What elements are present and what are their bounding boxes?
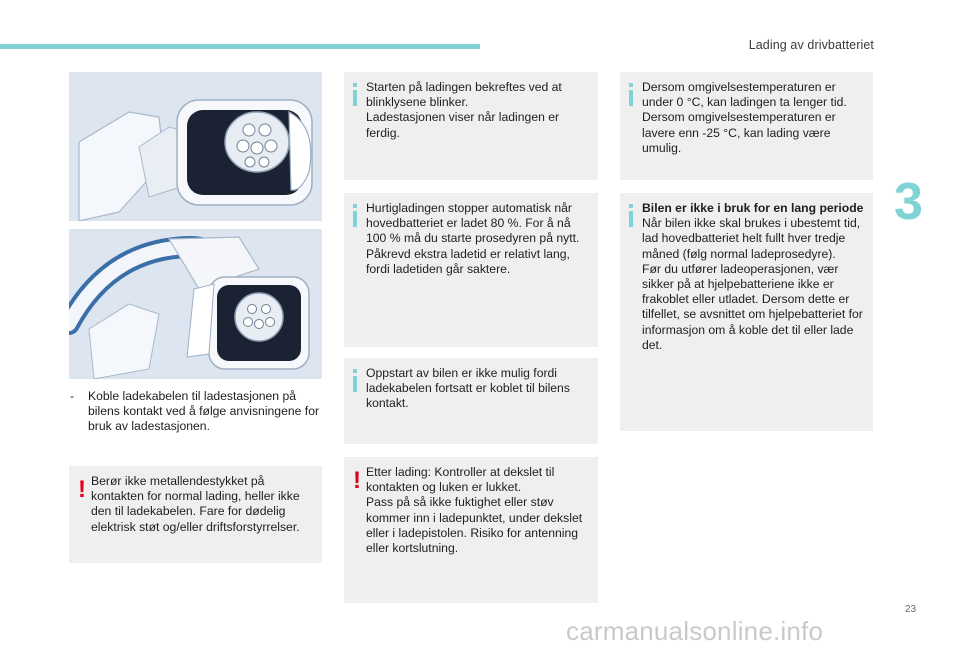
metal-contact-warning-box [69, 466, 322, 563]
header-accent-bar [0, 44, 480, 49]
after-charge-warning-box [344, 457, 598, 603]
charging-cable-connected-drawing [69, 229, 322, 379]
warning-icon: ! [353, 467, 361, 494]
charging-cable-connected-illustration [69, 229, 322, 379]
long-storage-title: Bilen er ikke i bruk for en lang periode [642, 201, 864, 215]
section-title: Lading av drivbatteriet [748, 38, 874, 52]
temperature-text-2: Dersom omgivelsestemperaturen er lavere enn -25 °C, kan lading være umulig. [642, 110, 836, 155]
chapter-number: 3 [894, 173, 923, 231]
charging-port-open-drawing [69, 72, 322, 221]
info-text-line-1: Starten på ladingen bekreftes ved at blinklysene blinker. [366, 80, 562, 110]
long-storage-text-1: Når bilen ikke skal brukes i ubestemt tid, lad hovedbatteriet helt fullt hver tredje måned (følg normal ladeprosedyre). [642, 216, 861, 261]
info-text-line-2: Ladestasjonen viser når ladingen er ferdig. [366, 110, 560, 140]
watermark: carmanualsonline.info [566, 616, 824, 646]
charging-port-open-illustration [69, 72, 322, 221]
temperature-info-box [620, 72, 873, 180]
instruction-text: Koble ladekabelen til ladestasjonen på bilens kontakt ved å følge anvisningene for bruk av ladestasjonen. [88, 389, 320, 434]
long-storage-info-box [620, 193, 873, 431]
warning-icon: ! [78, 476, 86, 503]
after-charge-text-2: Pass på så ikke fuktighet eller støv kommer inn i ladepunktet, under dekslet eller i ladepistolen. Risiko for antenning eller kortslutning. [366, 495, 583, 556]
start-blocked-info-box [344, 358, 598, 444]
info-icon [627, 83, 636, 107]
page-number: 23 [905, 604, 917, 615]
warning-text: Berør ikke metallendestykket på kontakten for normal lading, heller ikke den til ladekabelen. Fare for dødelig elektrisk støt og/eller driftsforstyrrelser. [91, 474, 300, 534]
fast-charge-text: Hurtigladingen stopper automatisk når hovedbatteriet er ladet 80 %. For å nå 100 % må du starte prosedyren på nytt. Påkrevd ekstra ladetid er relativt lang, fordi ladetiden går saktere. [366, 201, 580, 276]
temperature-text-1: Dersom omgivelsestemperaturen er under 0 °C, kan ladingen ta lenger tid. [642, 80, 847, 110]
start-blocked-text: Oppstart av bilen er ikke mulig fordi ladekabelen fortsatt er koblet til bilens kontakt. [366, 366, 570, 411]
info-icon [351, 369, 360, 393]
info-icon [351, 204, 360, 228]
bullet-marker: - [70, 389, 75, 403]
instruction-step [70, 389, 325, 435]
after-charge-text-1: Etter lading: Kontroller at dekslet til kontakten og luken er lukket. [366, 465, 555, 495]
info-icon [627, 204, 636, 228]
fast-charge-info-box [344, 193, 598, 347]
charging-start-info-box [344, 72, 598, 180]
info-icon [351, 83, 360, 107]
long-storage-text-2: Før du utfører ladeoperasjonen, vær sikker på at hjelpebatteriene ikke er frakoblet eller utladet. Dersom dette er tilfellet, se avsnittet om hjelpebatteriet for informasjon om å koble det til eller lade det. [642, 261, 863, 352]
